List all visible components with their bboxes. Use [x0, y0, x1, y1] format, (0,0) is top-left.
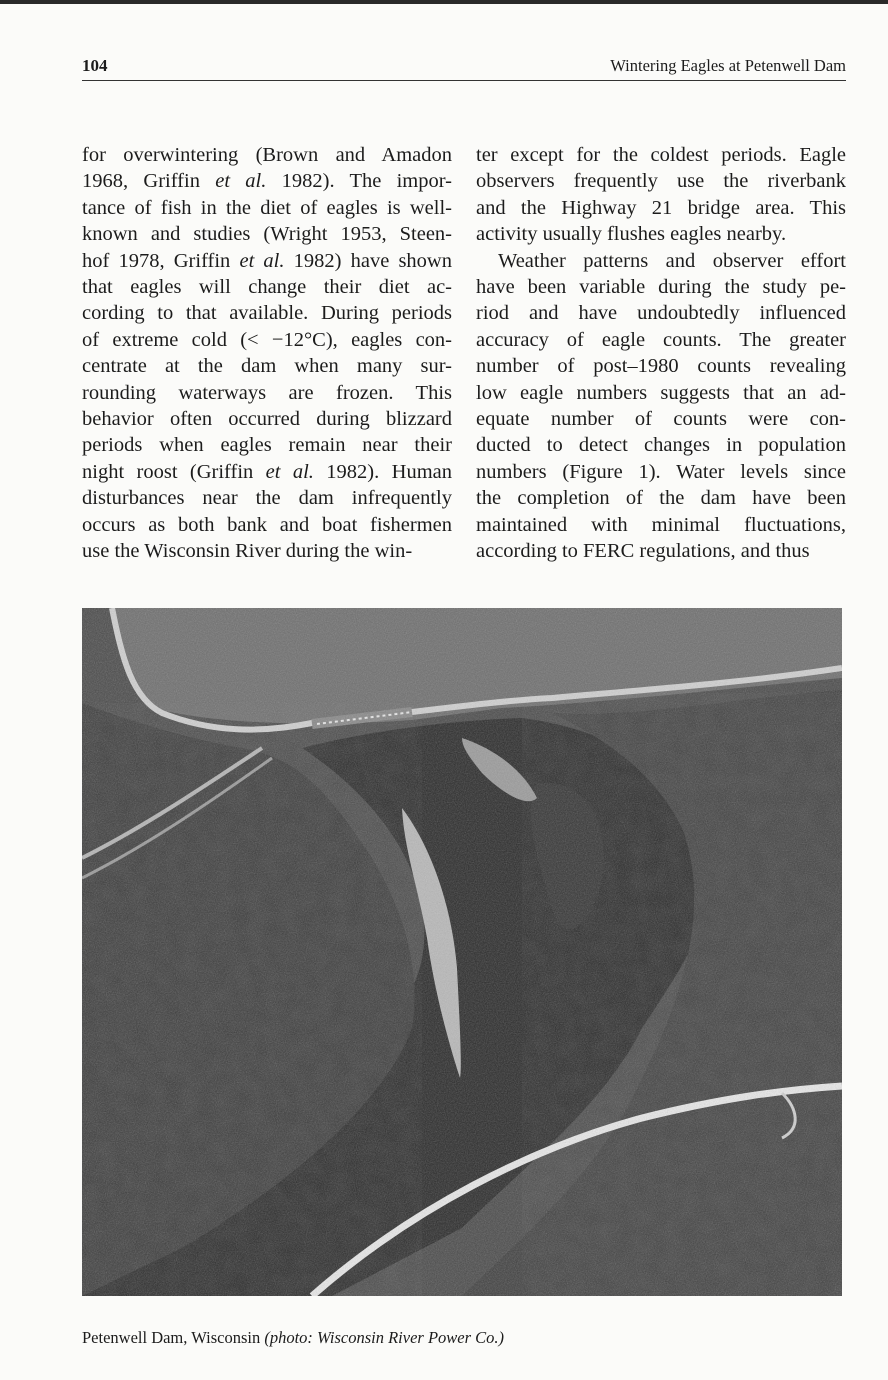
text-line: numbers (Figure 1). Water levels since [476, 460, 846, 483]
text-line: have been variable during the study pe- [476, 276, 846, 299]
text-line: for overwintering (Brown and Amadon [82, 144, 452, 166]
text-line: behavior often occurred during blizzard [82, 408, 452, 431]
top-edge-rule [0, 0, 888, 4]
text-line: according to FERC regulations, and thus [476, 540, 810, 563]
text-line: and the Highway 21 bridge area. This [476, 196, 846, 219]
caption-credit: (photo: Wisconsin River Power Co.) [264, 1328, 505, 1347]
text-line: occurs as both bank and boat fishermen [82, 513, 452, 536]
caption-text: Petenwell Dam, Wisconsin [82, 1328, 261, 1347]
header-rule [82, 80, 846, 81]
text-line: cording to that available. During periods [82, 302, 452, 325]
text-line: periods when eagles remain near their [82, 434, 452, 457]
text-line: the completion of the dam have been [476, 487, 846, 510]
text-line: hof 1978, Griffin et al. 1982) have shown [82, 249, 452, 272]
text-line: that eagles will change their diet ac- [82, 276, 452, 299]
text-line: disturbances near the dam infrequently [82, 487, 452, 510]
text-line: Weather patterns and observer effort [498, 249, 846, 272]
text-line: use the Wisconsin River during the win- [82, 540, 413, 563]
page-number: 104 [82, 56, 108, 75]
running-head: Wintering Eagles at Petenwell Dam [610, 56, 846, 75]
text-line: number of post–1980 counts revealing [476, 355, 846, 378]
text-line: known and studies (Wright 1953, Steen- [82, 223, 452, 246]
text-line: activity usually flushes eagles nearby. [476, 223, 787, 246]
text-line: 1968, Griffin et al. 1982). The impor- [82, 170, 452, 193]
text-line: of extreme cold (< −12°C), eagles con- [82, 328, 452, 351]
text-line: night roost (Griffin et al. 1982). Human [82, 460, 452, 483]
text-line: riod and have undoubtedly influenced [476, 302, 846, 325]
text-line: observers frequently use the riverbank [476, 170, 846, 193]
text-line: centrate at the dam when many sur- [82, 355, 452, 378]
text-line: ducted to detect changes in population [476, 434, 846, 457]
text-line: equate number of counts were con- [476, 408, 846, 431]
text-line: ter except for the coldest periods. Eagle [476, 144, 846, 166]
photo-caption [82, 1328, 504, 1348]
text-line: accuracy of eagle counts. The greater [476, 328, 846, 351]
aerial-photo-petenwell-dam [82, 608, 842, 1296]
text-line: maintained with minimal fluctuations, [476, 513, 846, 536]
left-text-column [82, 142, 452, 565]
text-line: tance of fish in the diet of eagles is well- [82, 196, 452, 219]
right-text-column [476, 142, 846, 565]
page-header [82, 56, 846, 80]
text-line: rounding waterways are frozen. This [82, 381, 452, 404]
text-line: low eagle numbers suggests that an ad- [476, 381, 846, 404]
